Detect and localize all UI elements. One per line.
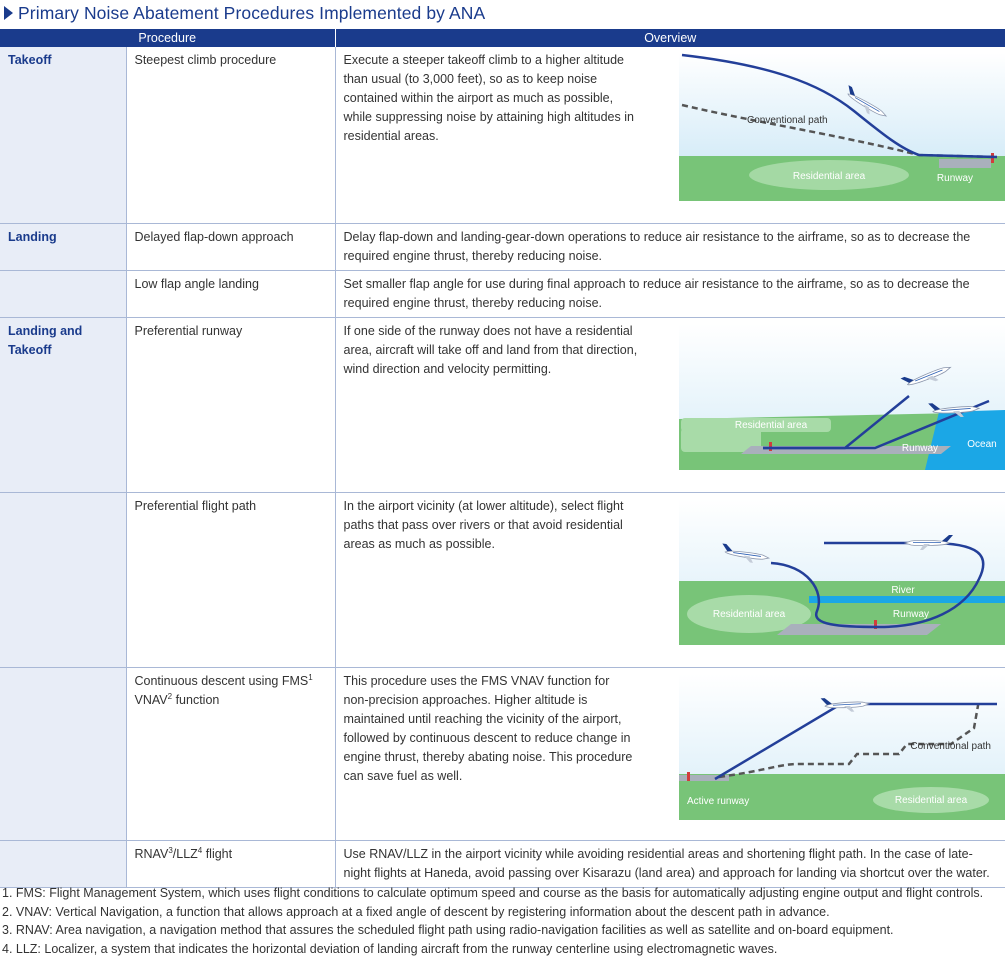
footnote: 2. VNAV: Vertical Navigation, a function that allows approach at a fixed angle of descent by registering information about the descent path in advance. xyxy=(2,904,830,919)
footnote: 1. FMS: Flight Management System, which uses flight conditions to calculate optimum speed and course as the basis for automatically adjusting engine output and flight controls. xyxy=(2,886,984,900)
category-cell: Landing xyxy=(0,223,126,270)
procedure-cell: Steepest climb procedure xyxy=(126,47,335,223)
residential-label: Residential area xyxy=(734,419,808,431)
procedure-cell: Preferential flight path xyxy=(126,492,335,667)
table-row xyxy=(0,667,1005,840)
procedure-cell: Continuous descent using FMS$^1$ VNAV$^2$ function xyxy=(126,667,335,840)
procedure-cell: Delayed flap-down approach xyxy=(126,223,335,270)
overview-text: Execute a steeper takeoff climb to a higher altitude than usual (to 3,000 feet), so as to keep noise contained within the airport as much as possible, while suppressing noise by attaining high altitudes in residential areas. xyxy=(343,53,634,143)
table-row xyxy=(0,317,1005,492)
conventional-path-label: Conventional path xyxy=(747,115,828,126)
table-row xyxy=(0,223,1005,270)
procedure-cell: Low flap angle landing xyxy=(126,270,335,317)
category-cell xyxy=(0,840,126,887)
procedure-header: Procedure xyxy=(0,29,335,47)
triangle-icon xyxy=(4,6,13,20)
table-row xyxy=(0,840,1005,887)
runway-label: Runway xyxy=(901,442,939,454)
footnotes xyxy=(2,884,1002,958)
overview-cell xyxy=(335,667,1005,840)
river-label: River xyxy=(891,584,915,596)
procedure-cell: RNAV$^3$/LLZ$^4$ flight xyxy=(126,840,335,887)
procedure-cell: Preferential runway xyxy=(126,317,335,492)
runway-label: Runway xyxy=(936,173,974,184)
category-cell xyxy=(0,667,126,840)
table-row xyxy=(0,492,1005,667)
overview-cell: Delay flap-down and landing-gear-down operations to reduce air resistance to the airframe, so as to decrease the required engine thrust, thereby reducing noise. xyxy=(335,223,1005,270)
overview-cell xyxy=(335,492,1005,667)
procedures-table xyxy=(0,29,1005,888)
overview-cell: Set smaller flap angle for use during final approach to reduce air resistance to the airframe, so as to decrease the required engine thrust, thereby reducing noise. xyxy=(335,270,1005,317)
footnote: 3. RNAV: Area navigation, a navigation method that assures the scheduled flight path using radio-navigation facilities as well as satellite and on-board equipment. xyxy=(2,923,894,937)
overview-text: In the airport vicinity (at lower altitude), select flight paths that pass over rivers or that avoid residential areas as much as possible. xyxy=(343,498,624,551)
table-row xyxy=(0,270,1005,317)
residential-label: Residential area xyxy=(712,608,786,620)
category-cell: Landing and Takeoff xyxy=(0,317,126,492)
category-cell xyxy=(0,270,126,317)
footnote: 4. LLZ: Localizer, a system that indicates the horizontal deviation of landing aircraft from the runway centerline using electromagnetic waves. xyxy=(2,941,778,956)
steepest-climb-figure xyxy=(679,53,1005,201)
overview-cell: Use RNAV/LLZ in the airport vicinity while avoiding residential areas and shortening flight path. In the case of late-night flights at Haneda, avoid passing over Kisarazu (land area) and approach for landing via shortcut over the water. xyxy=(335,840,1005,887)
preferential-runway-figure xyxy=(679,324,1005,470)
overview-text: If one side of the runway does not have a residential area, aircraft will take off and land from that direction, wind direction and velocity permitting. xyxy=(343,323,638,376)
overview-cell xyxy=(335,317,1005,492)
residential-label: Residential area xyxy=(894,794,968,806)
continuous-descent-figure xyxy=(679,674,1005,820)
category-cell: Takeoff xyxy=(0,47,126,223)
runway-label: Runway xyxy=(892,608,930,620)
table-row xyxy=(0,47,1005,223)
category-cell xyxy=(0,492,126,667)
preferential-flight-path-figure xyxy=(679,499,1005,645)
residential-label: Residential area xyxy=(792,171,866,182)
overview-header: Overview xyxy=(335,29,1005,47)
conventional-path-label: Conventional path xyxy=(910,740,991,752)
active-runway-label: Active runway xyxy=(687,795,750,807)
ocean-label: Ocean xyxy=(967,438,997,450)
page-title: Primary Noise Abatement Procedures Implemented by ANA xyxy=(4,1,485,25)
overview-cell xyxy=(335,47,1005,223)
overview-text: This procedure uses the FMS VNAV function for non-precision approaches. Higher altitude is maintained until reaching the vicinity of the airport, followed by continuous descent to reduce change in engine thrust, thereby abating noise. This procedure can save fuel as well. xyxy=(343,673,633,783)
